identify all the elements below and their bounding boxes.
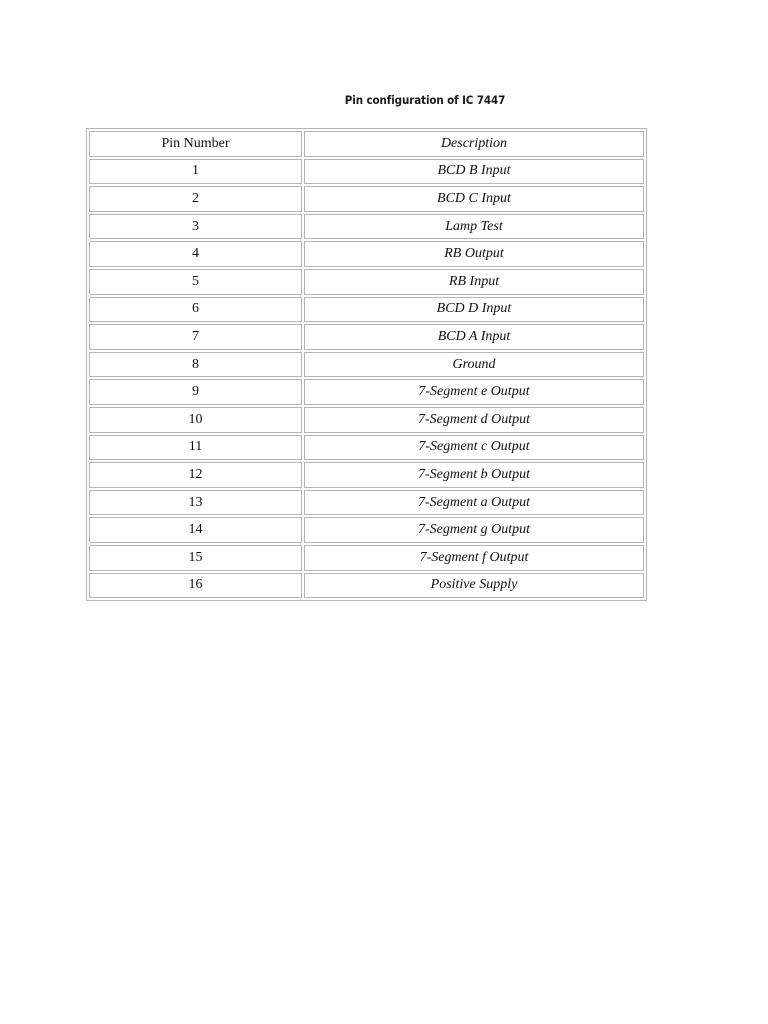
description-cell: Lamp Test bbox=[304, 214, 644, 240]
table-row bbox=[89, 517, 644, 543]
pin-number-cell: 6 bbox=[89, 297, 302, 323]
table-row bbox=[89, 214, 644, 240]
pin-number-cell: 8 bbox=[89, 352, 302, 378]
page-title: Pin configuration of IC 7447 bbox=[344, 93, 506, 107]
header-description: Description bbox=[304, 131, 644, 157]
description-cell: 7-Segment f Output bbox=[304, 545, 644, 571]
table-row bbox=[89, 545, 644, 571]
pin-number-cell: 2 bbox=[89, 186, 302, 212]
pin-number-cell: 11 bbox=[89, 435, 302, 461]
table-row bbox=[89, 159, 644, 185]
table-row bbox=[89, 324, 644, 350]
description-cell: BCD A Input bbox=[304, 324, 644, 350]
table-row bbox=[89, 379, 644, 405]
pin-number-cell: 13 bbox=[89, 490, 302, 516]
description-cell: BCD B Input bbox=[304, 159, 644, 185]
description-cell: 7-Segment e Output bbox=[304, 379, 644, 405]
pin-number-cell: 15 bbox=[89, 545, 302, 571]
table-row bbox=[89, 462, 644, 488]
table-header-row bbox=[89, 131, 644, 157]
table-row bbox=[89, 269, 644, 295]
table-row bbox=[89, 297, 644, 323]
description-cell: 7-Segment g Output bbox=[304, 517, 644, 543]
table-row bbox=[89, 186, 644, 212]
description-cell: BCD D Input bbox=[304, 297, 644, 323]
table-row bbox=[89, 490, 644, 516]
description-cell: RB Output bbox=[304, 241, 644, 267]
description-cell: BCD C Input bbox=[304, 186, 644, 212]
table-row bbox=[89, 435, 644, 461]
description-cell: 7-Segment a Output bbox=[304, 490, 644, 516]
pin-number-cell: 4 bbox=[89, 241, 302, 267]
pin-number-cell: 14 bbox=[89, 517, 302, 543]
pin-number-cell: 5 bbox=[89, 269, 302, 295]
pin-number-cell: 10 bbox=[89, 407, 302, 433]
description-cell: 7-Segment b Output bbox=[304, 462, 644, 488]
description-cell: RB Input bbox=[304, 269, 644, 295]
pin-number-cell: 3 bbox=[89, 214, 302, 240]
description-cell: 7-Segment d Output bbox=[304, 407, 644, 433]
description-cell: Positive Supply bbox=[304, 573, 644, 599]
pin-number-cell: 1 bbox=[89, 159, 302, 185]
table-row bbox=[89, 407, 644, 433]
header-pin-number: Pin Number bbox=[89, 131, 302, 157]
pin-configuration-table bbox=[86, 128, 647, 601]
table-row bbox=[89, 573, 644, 599]
pin-number-cell: 12 bbox=[89, 462, 302, 488]
description-cell: 7-Segment c Output bbox=[304, 435, 644, 461]
pin-number-cell: 16 bbox=[89, 573, 302, 599]
table-row bbox=[89, 352, 644, 378]
pin-number-cell: 9 bbox=[89, 379, 302, 405]
description-cell: Ground bbox=[304, 352, 644, 378]
table-row bbox=[89, 241, 644, 267]
pin-number-cell: 7 bbox=[89, 324, 302, 350]
